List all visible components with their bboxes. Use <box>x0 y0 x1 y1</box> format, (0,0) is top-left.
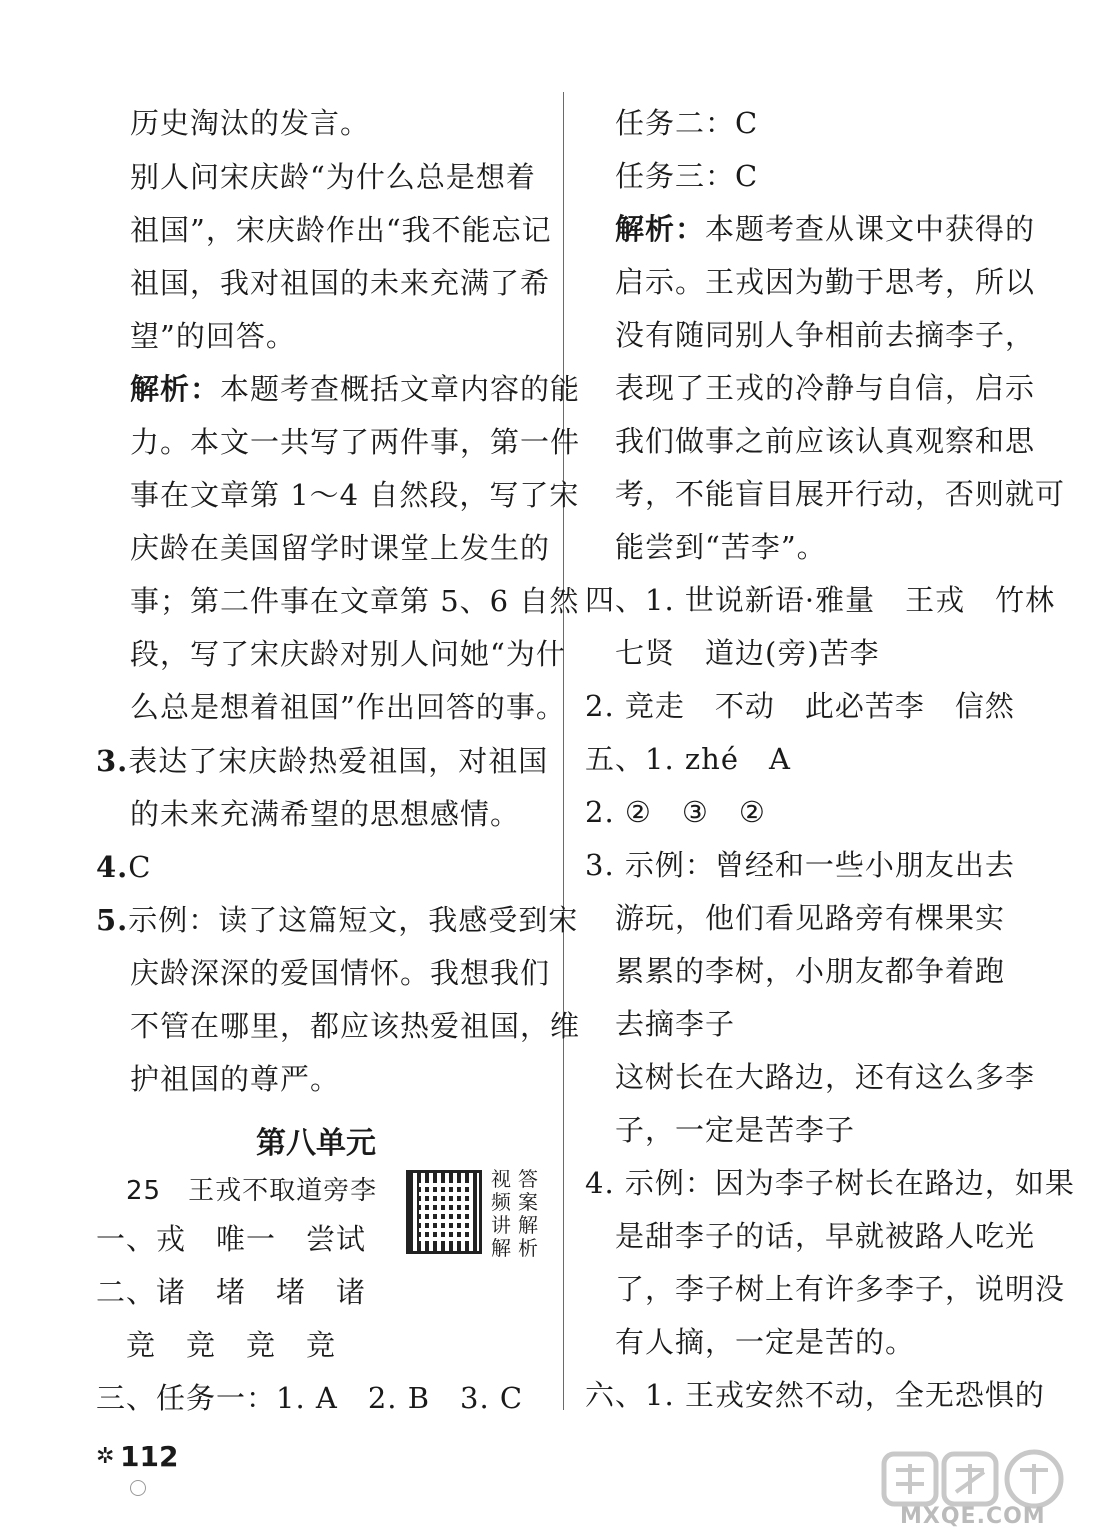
text-line: 七贤 道边(旁)苦李 <box>615 636 880 670</box>
answer-3 <box>96 742 548 780</box>
lesson-title: 25 王戎不取道旁李 <box>126 1176 378 1206</box>
answer-text: 示例：读了这篇短文，我感受到宋 <box>128 903 579 937</box>
text-line: 这树长在大路边，还有这么多李 <box>615 1060 1036 1094</box>
answer-line: 五、1. zhé A <box>585 742 791 776</box>
answer-line: 二、诸 堵 堵 诸 <box>96 1275 367 1309</box>
text-line: 我们做事之前应该认真观察和思 <box>615 424 1036 458</box>
text-line: 事在文章第 1～4 自然段，写了宋 <box>130 478 580 512</box>
text-line: 段，写了宋庆龄对别人问她“为什 <box>130 637 566 671</box>
text-line: 任务二：C <box>615 106 759 140</box>
text-line: 考，不能盲目展开行动，否则就可 <box>615 477 1066 511</box>
text-line: 任务三：C <box>615 159 759 193</box>
text-line: 庆龄深深的爱国情怀。我想我们 <box>130 956 551 990</box>
answer-line: 三、任务一：1. A 2. B 3. C <box>96 1381 524 1415</box>
text-line: 的未来充满希望的思想感情。 <box>130 797 521 831</box>
text-line: 了，李子树上有许多李子，说明没 <box>615 1272 1066 1306</box>
text-line: 事；第二件事在文章第 5、6 自然 <box>130 584 580 618</box>
answer-line: 竞 竞 竞 竞 <box>96 1328 337 1362</box>
answer-line: 2. 竞走 不动 此必苦李 信然 <box>585 689 1015 723</box>
qr-label-video: 视频讲解 <box>491 1167 511 1260</box>
question-number: 4. <box>96 850 129 884</box>
analysis-text: 本题考查从课文中获得的 <box>705 212 1036 246</box>
text-line: 么总是想着祖国”作出回答的事。 <box>130 690 566 724</box>
text-line: 祖国”，宋庆龄作出“我不能忘记 <box>130 213 552 247</box>
answer-text: 表达了宋庆龄热爱祖国，对祖国 <box>128 744 549 778</box>
text-line: 是甜李子的话，早就被路人吃光 <box>615 1219 1036 1253</box>
answer-line: 一、戎 唯一 尝试 <box>96 1222 367 1256</box>
answer-line: 4. 示例：因为李子树长在路边，如果 <box>585 1166 1075 1200</box>
text-line: 表现了王戎的冷静与自信，启示 <box>615 371 1036 405</box>
unit-heading: 第八单元 <box>256 1126 376 1161</box>
analysis-line <box>130 370 580 408</box>
page-number: 112 <box>120 1440 179 1473</box>
answer-line: 2. ② ③ ② <box>585 795 766 829</box>
text-line: 祖国，我对祖国的未来充满了希 <box>130 266 551 300</box>
text-line: 子，一定是苦李子 <box>615 1113 856 1147</box>
watermark-text: MXQE.COM <box>900 1504 1046 1529</box>
text-line: 护祖国的尊严。 <box>130 1062 341 1096</box>
text-line: 有人摘，一定是苦的。 <box>615 1325 916 1359</box>
analysis-label: 解析： <box>130 372 221 406</box>
text-line: 累累的李树，小朋友都争着跑 <box>615 954 1006 988</box>
text-line: 历史淘汰的发言。 <box>130 106 371 140</box>
text-line: 没有随同别人争相前去摘李子， <box>615 318 1036 352</box>
question-number: 5. <box>96 903 129 937</box>
qr-label-answer: 答案解析 <box>518 1167 538 1260</box>
answer-line: 3. 示例：曾经和一些小朋友出去 <box>585 848 1015 882</box>
text-line: 不管在哪里，都应该热爱祖国，维 <box>130 1009 581 1043</box>
answer-line: 四、1. 世说新语·雅量 王戎 竹林 <box>585 583 1056 617</box>
text-line: 望”的回答。 <box>130 319 296 353</box>
text-line: 别人问宋庆龄“为什么总是想着 <box>130 160 536 194</box>
analysis-label: 解析： <box>615 212 706 246</box>
text-line: 游玩，他们看见路旁有棵果实 <box>615 901 1006 935</box>
answer-text: C <box>128 850 152 884</box>
answer-4 <box>96 848 151 886</box>
analysis-line <box>615 210 1035 248</box>
text-line: 力。本文一共写了两件事，第一件 <box>130 425 581 459</box>
qr-code-icon[interactable] <box>406 1170 482 1254</box>
text-line: 庆龄在美国留学时课堂上发生的 <box>130 531 551 565</box>
question-number: 3. <box>96 744 129 778</box>
footer-circle-icon <box>130 1480 146 1496</box>
answer-line: 六、1. 王戎安然不动，全无恐惧的 <box>585 1378 1045 1412</box>
text-line: 启示。王戎因为勤于思考，所以 <box>615 265 1036 299</box>
column-divider <box>563 92 564 1410</box>
text-line: 能尝到“苦李”。 <box>615 530 827 564</box>
answer-5 <box>96 901 578 939</box>
footer-star-icon: ✲ <box>96 1444 115 1469</box>
analysis-text: 本题考查概括文章内容的能 <box>220 372 581 406</box>
text-line: 去摘李子 <box>615 1007 736 1041</box>
